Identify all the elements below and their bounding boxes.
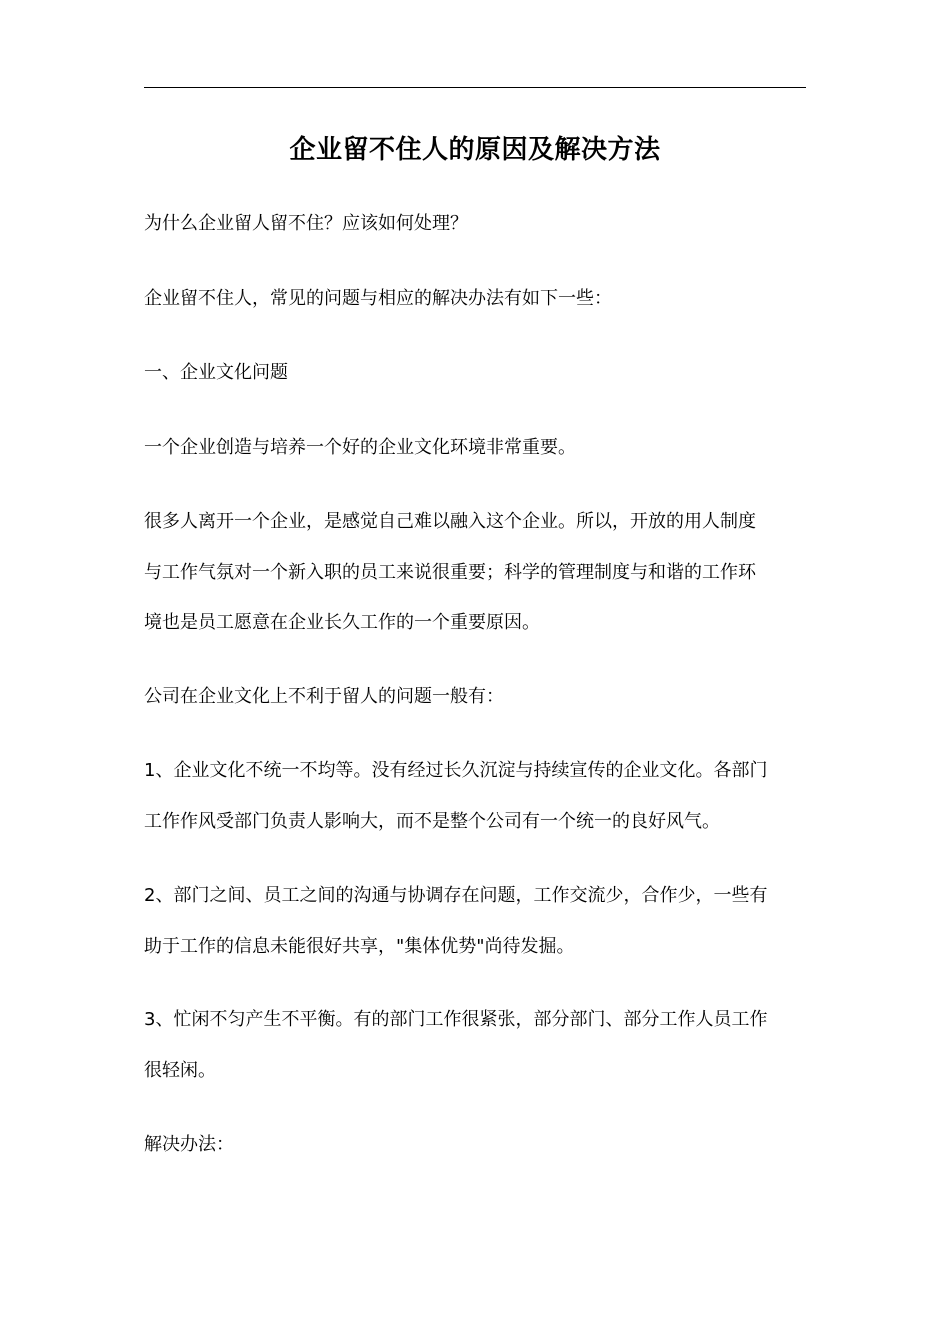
text-line: 很多人离开一个企业，是感觉自己难以融入这个企业。所以，开放的用人制度 <box>144 511 756 532</box>
text-line: 一个企业创造与培养一个好的企业文化环境非常重要。 <box>144 437 576 458</box>
text-line: 助于工作的信息未能很好共享，"集体优势"尚待发掘。 <box>144 935 575 957</box>
text-line: 一、企业文化问题 <box>144 362 288 383</box>
paragraph-solution-heading <box>144 1120 806 1171</box>
document-page <box>144 0 806 1344</box>
paragraph-intro <box>144 274 806 325</box>
text-line: 1、企业文化不统一不均等。没有经过长久沉淀与持续宣传的企业文化。各部门 <box>144 760 768 781</box>
list-item-3 <box>144 995 806 1096</box>
paragraph-problems-intro <box>144 672 806 723</box>
text-line: 2、部门之间、员工之间的沟通与协调存在问题，工作交流少，合作少，一些有 <box>144 885 768 906</box>
text-line: 3、忙闲不匀产生不平衡。有的部门工作很紧张，部分部门、部分工作人员工作 <box>144 1009 768 1030</box>
list-item-2 <box>144 871 806 972</box>
text-line: 很轻闲。 <box>144 1059 216 1081</box>
text-line: 解决办法： <box>144 1134 234 1155</box>
text-line: 公司在企业文化上不利于留人的问题一般有： <box>144 686 504 707</box>
paragraph-question <box>144 199 806 250</box>
section-heading <box>144 348 806 399</box>
list-item-1 <box>144 746 806 847</box>
header-rule <box>144 87 806 88</box>
text-line: 为什么企业留人留不住？应该如何处理？ <box>144 213 468 234</box>
text-line: 工作作风受部门负责人影响大，而不是整个公司有一个统一的良好风气。 <box>144 810 720 832</box>
text-line: 境也是员工愿意在企业长久工作的一个重要原因。 <box>144 612 540 633</box>
paragraph-culture-detail <box>144 497 806 649</box>
paragraph-culture-importance <box>144 423 806 474</box>
text-line: 企业留不住人，常见的问题与相应的解决办法有如下一些： <box>144 288 612 309</box>
text-line: 与工作气氛对一个新入职的员工来说很重要；科学的管理制度与和谐的工作环 <box>144 561 756 583</box>
document-title: 企业留不住人的原因及解决方法 <box>289 135 661 165</box>
